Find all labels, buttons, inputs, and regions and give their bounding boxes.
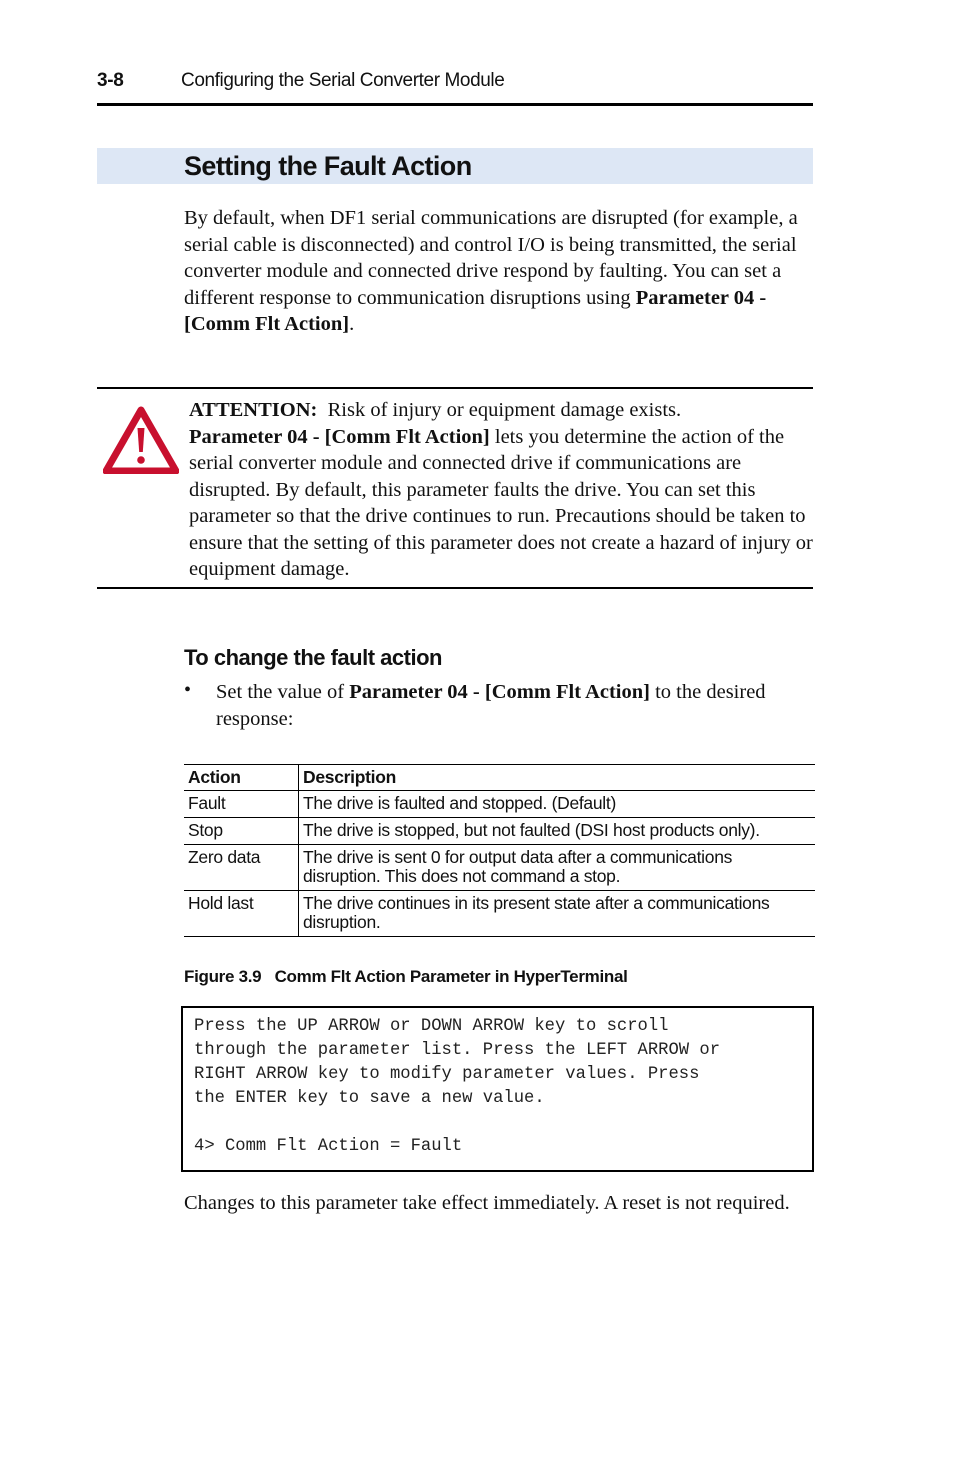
bullet-item [216,679,814,732]
table-row [184,818,815,845]
terminal-line: Press the UP ARROW or DOWN ARROW key to scroll [194,1017,669,1036]
procedure-heading: To change the fault action [184,645,442,670]
attention-label: ATTENTION: [189,399,318,421]
description-cell: The drive is stopped, but not faulted (DSI host products only). [299,818,816,845]
description-cell: The drive continues in its present state after a communications disruption. [299,891,816,937]
terminal-line-blank [194,1111,720,1135]
column-header-action: Action [184,765,299,791]
intro-param-reference: Parameter 04 - [Comm Flt Action] [184,286,767,335]
terminal-parameter-line: 4> Comm Flt Action = Fault [194,1137,463,1156]
description-cell: The drive is faulted and stopped. (Default) [299,791,816,818]
attention-bottom-rule [97,587,813,589]
terminal-screen [181,1006,814,1172]
figure-caption: Figure 3.9 Comm Flt Action Parameter in HyperTerminal [184,967,628,986]
closing-paragraph: Changes to this parameter take effect immediately. A reset is not required. [184,1192,790,1214]
action-cell: Hold last [184,891,299,937]
attention-body: lets you determine the action of the serial converter module and connected drive if communications are disrupted. By default, this parameter faults the drive. You can set this parameter so that the drive continues to run. Precautions should be taken to ensure that the setting of this parameter does not create a hazard of injury or equipment damage. [189,425,813,580]
page-number: 3-8 [97,70,124,91]
terminal-line: the ENTER key to save a new value. [194,1089,545,1108]
fault-action-table [184,764,815,937]
terminal-line: RIGHT ARROW key to modify parameter values. Press [194,1065,700,1084]
header-rule [97,103,813,106]
table-row [184,791,815,818]
bullet-marker: • [184,679,192,701]
attention-lead: Risk of injury or equipment damage exists. [327,399,682,421]
bullet-text-end: to the desired response: [216,681,766,730]
bullet-param-reference: Parameter 04 - [Comm Flt Action] [349,681,650,703]
attention-text [189,397,814,583]
terminal-line: through the parameter list. Press the LEFT ARROW or [194,1041,721,1060]
action-cell: Zero data [184,845,299,891]
column-header-description: Description [299,765,816,791]
intro-paragraph [184,205,814,338]
description-cell: The drive is sent 0 for output data after a communications disruption. This does not command a stop. [299,845,816,891]
attention-param-reference: Parameter 04 - [Comm Flt Action] [189,425,490,448]
table-row [184,891,815,937]
action-cell: Stop [184,818,299,845]
intro-text: By default, when DF1 serial communications are disrupted (for example, a serial cable is disconnected) and control I/O is being transmitted, the serial converter module and connected drive respond by faulting. You can set a different response to communication disruptions using [184,207,798,309]
action-cell: Fault [184,791,299,818]
running-title: Configuring the Serial Converter Module [181,70,505,91]
section-title: Setting the Fault Action [184,151,472,181]
table-row [184,845,815,891]
warning-triangle-icon [103,406,179,474]
table-header-row [184,765,815,791]
attention-top-rule [97,387,813,389]
bullet-text: Set the value of [216,681,350,703]
intro-text-end: . [349,313,355,335]
terminal-text [194,1015,720,1159]
